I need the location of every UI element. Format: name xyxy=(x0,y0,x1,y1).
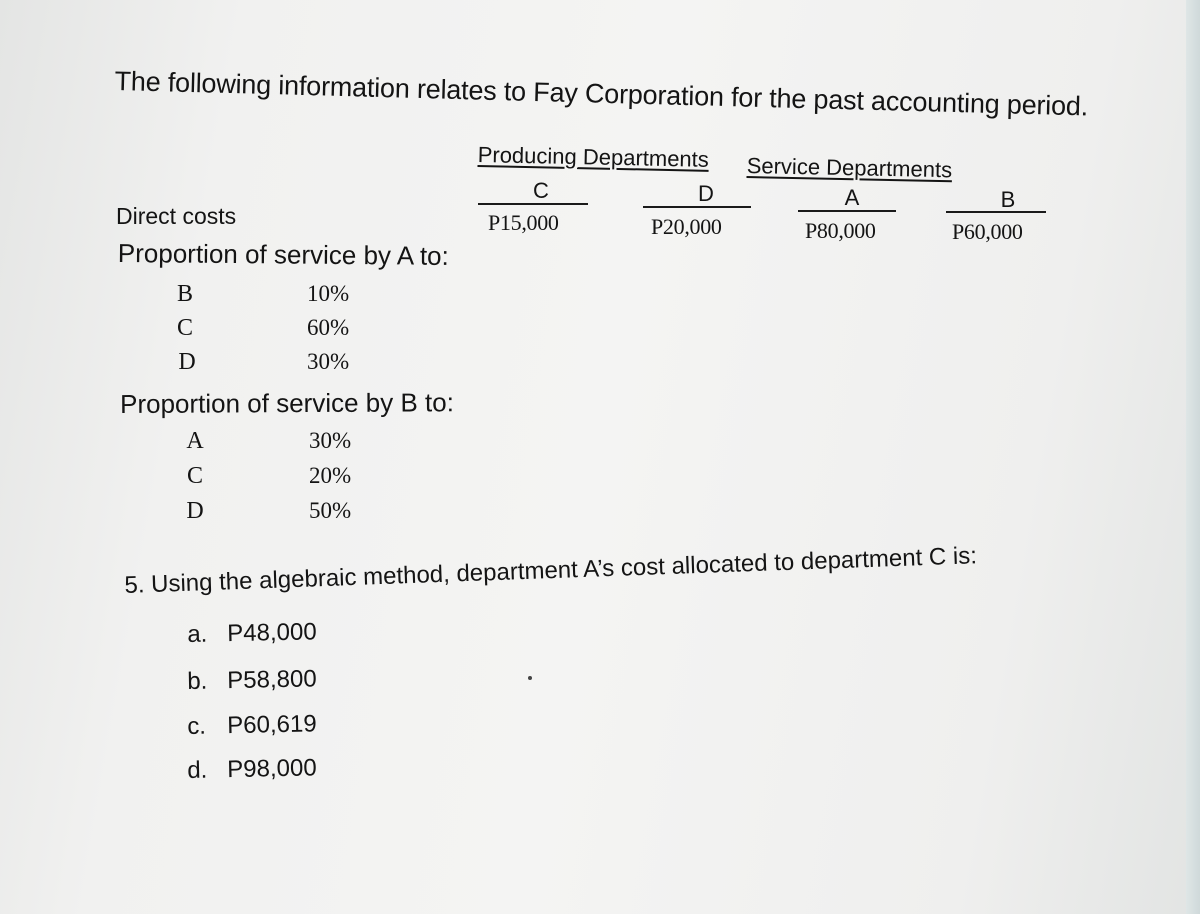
column-b-direct-cost: P60,000 xyxy=(952,219,1023,244)
option-letter: d. xyxy=(187,756,208,784)
column-d-underline xyxy=(643,206,751,208)
column-d-letter: D xyxy=(698,181,714,206)
option-letter: b. xyxy=(187,667,208,695)
paper-speck xyxy=(528,676,532,680)
service-b-row-pct: 20% xyxy=(309,463,352,488)
option-text: P98,000 xyxy=(226,754,317,784)
column-c-underline xyxy=(478,203,588,205)
producing-departments-header: Producing Departments xyxy=(477,142,710,172)
answer-option[interactable] xyxy=(187,618,317,649)
service-a-row-dept: B xyxy=(176,281,193,307)
column-a-letter: A xyxy=(844,185,860,210)
column-c-letter: C xyxy=(533,178,549,203)
question-text: 5. Using the algebraic method, department A’s cost allocated to department C is: xyxy=(124,542,978,599)
service-b-row-dept: D xyxy=(186,498,204,524)
column-a-direct-cost: P80,000 xyxy=(805,218,876,243)
service-a-row-dept: D xyxy=(178,349,196,375)
service-a-label: Proportion of service by A to: xyxy=(117,238,449,271)
service-a-row-pct: 10% xyxy=(307,281,350,306)
service-a-row-dept: C xyxy=(176,315,193,341)
answer-option[interactable] xyxy=(187,665,317,696)
option-text: P58,800 xyxy=(226,665,317,695)
direct-costs-label: Direct costs xyxy=(116,203,237,229)
option-text: P48,000 xyxy=(226,618,317,648)
column-a-underline xyxy=(798,210,896,212)
page-edge xyxy=(1186,0,1200,914)
column-b-underline xyxy=(946,211,1046,213)
answer-option[interactable] xyxy=(187,754,317,785)
service-a-row-pct: 60% xyxy=(307,315,350,340)
intro-text: The following information relates to Fay Corporation for the past accounting period. xyxy=(114,66,1089,122)
service-b-row-dept: C xyxy=(186,463,203,489)
service-b-row-dept: A xyxy=(186,428,204,454)
option-text: P60,619 xyxy=(226,710,317,740)
service-a-row-pct: 30% xyxy=(307,349,350,374)
service-b-row-pct: 30% xyxy=(309,428,352,453)
service-b-label: Proportion of service by B to: xyxy=(120,387,454,419)
column-d-direct-cost: P20,000 xyxy=(651,214,722,239)
service-departments-header: Service Departments xyxy=(746,153,953,183)
answer-option[interactable] xyxy=(187,710,317,741)
column-c-direct-cost: P15,000 xyxy=(488,210,559,235)
option-letter: c. xyxy=(187,712,207,740)
option-letter: a. xyxy=(187,620,208,648)
service-b-row-pct: 50% xyxy=(309,498,352,523)
column-b-letter: B xyxy=(1000,187,1016,212)
